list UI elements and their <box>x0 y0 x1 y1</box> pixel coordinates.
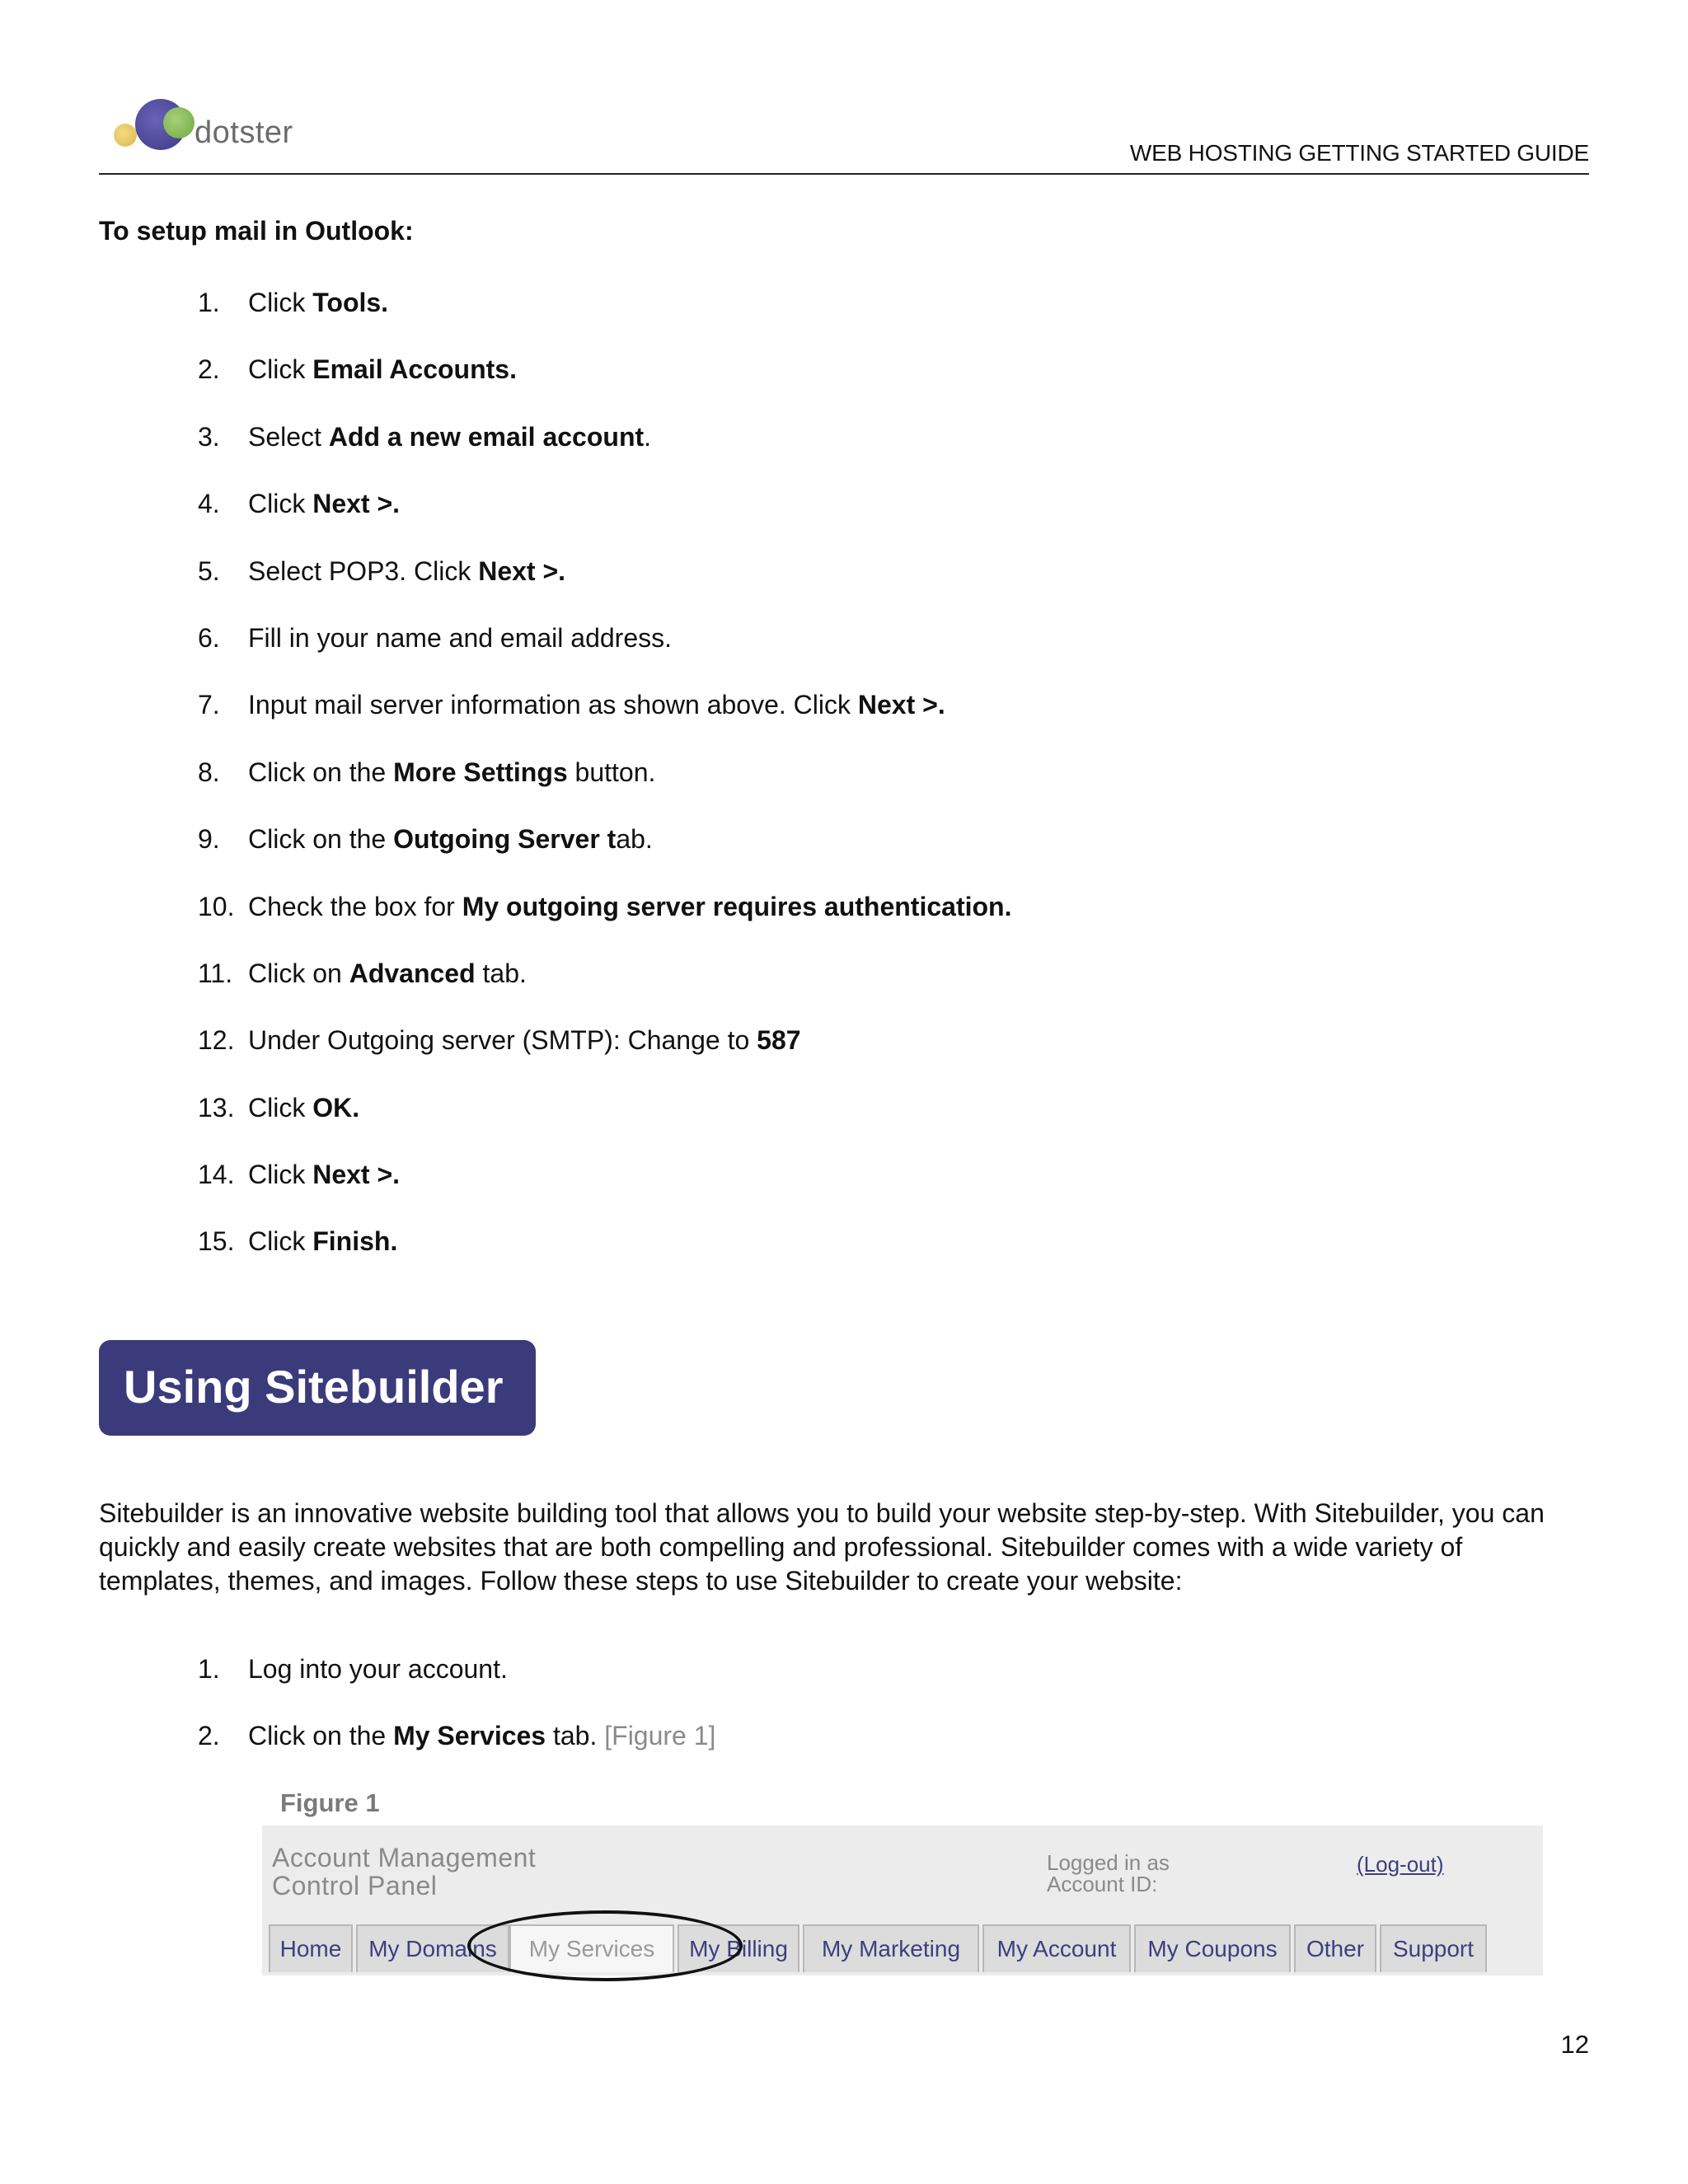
login-status-line1: Logged in as <box>1047 1850 1170 1875</box>
step-text-bold: My Services <box>393 1721 546 1751</box>
tab-my-account[interactable]: My Account <box>982 1924 1131 1972</box>
tab-support[interactable]: Support <box>1380 1924 1487 1972</box>
tab-my-services[interactable]: My Services <box>509 1924 674 1972</box>
logo-yellow-dot <box>114 124 137 147</box>
step-text-plain: Click <box>248 489 313 519</box>
step-text <box>248 1158 400 1191</box>
step-text <box>248 1652 508 1685</box>
tab-my-marketing[interactable]: My Marketing <box>803 1924 979 1972</box>
login-status-line2: Account ID: <box>1047 1872 1158 1896</box>
step-text-bold: 587 <box>757 1025 801 1056</box>
login-status <box>1047 1852 1170 1895</box>
step-text <box>248 1091 359 1124</box>
step-text <box>248 688 945 721</box>
step-number: 1. <box>198 1654 220 1684</box>
step-text-plain-after: ab. <box>616 824 653 855</box>
step-number: 12. <box>198 1025 235 1056</box>
tab-other[interactable]: Other <box>1294 1924 1376 1972</box>
step-text-bold: My outgoing server requires authentication. <box>462 891 1012 921</box>
step-text-bold: Add a new email account <box>328 421 645 452</box>
dotster-logo <box>114 91 312 165</box>
logout-link[interactable]: (Log-out) <box>1357 1852 1444 1877</box>
step-number: 14. <box>198 1160 235 1190</box>
step-text-plain: Log into your account. <box>248 1654 508 1684</box>
step-text-plain: Click on the <box>248 824 394 855</box>
step-text-plain: Fill in your name and email address. <box>248 622 673 653</box>
step-text-bold: Outgoing Server t <box>393 824 617 855</box>
page-header <box>99 91 1589 175</box>
step-text-bold: Next >. <box>312 1160 401 1190</box>
step-number: 4. <box>198 489 220 519</box>
step-text-plain: Click <box>248 1226 313 1257</box>
step-text-plain-after: tab. <box>475 958 527 988</box>
step-text-plain: Input mail server information as shown above. Click <box>248 690 858 720</box>
step-number: 2. <box>198 1721 220 1751</box>
step-text <box>248 353 517 386</box>
page-number: 12 <box>1560 2030 1589 2059</box>
figure-label: Figure 1 <box>280 1788 380 1817</box>
step-text-plain-after: tab. <box>546 1721 605 1751</box>
step-number: 3. <box>198 421 220 452</box>
step-text-bold: Next >. <box>478 555 566 586</box>
step-text-bold: Finish. <box>312 1226 398 1257</box>
figure-screenshot <box>262 1825 1543 1975</box>
step-text-plain: Click <box>248 1092 313 1122</box>
step-number: 15. <box>198 1226 235 1257</box>
step-text-plain: Under Outgoing server (SMTP): Change to <box>248 1025 757 1056</box>
step-number: 7. <box>198 690 220 720</box>
step-number: 9. <box>198 824 220 855</box>
step-number: 8. <box>198 757 220 787</box>
step-text <box>248 286 388 319</box>
step-text <box>248 957 527 990</box>
step-text-plain: Click <box>248 354 313 385</box>
step-text-plain: Select <box>248 421 329 452</box>
sitebuilder-intro: Sitebuilder is an innovative website building tool that allows you to build your website step-by-step. With Sitebuilder, you can quickly and easily create websites that are both compelling and professional. Sitebuilder comes with a wide variety of templates, themes, and images. Follow these steps to use Sitebuilder to create your website: <box>99 1498 1545 1596</box>
step-text-plain: Click on the <box>248 1721 394 1751</box>
step-number: 6. <box>198 622 220 653</box>
logo-wordmark: dotster <box>195 115 293 150</box>
control-panel-title <box>272 1844 536 1900</box>
step-text <box>248 555 565 588</box>
control-panel-title-line1: Account Management <box>272 1843 537 1872</box>
step-text-bold: Advanced <box>349 958 476 988</box>
step-text <box>248 1024 801 1057</box>
tab-my-billing[interactable]: My Billing <box>678 1924 799 1972</box>
step-number: 1. <box>198 288 220 317</box>
step-text-plain-after: button. <box>567 757 656 787</box>
step-text-plain: Click <box>248 1160 313 1190</box>
step-number: 13. <box>198 1092 235 1122</box>
step-text <box>248 823 653 855</box>
step-number: 2. <box>198 354 220 385</box>
step-text-bold: OK. <box>312 1092 360 1122</box>
step-text <box>248 420 651 453</box>
control-panel-title-line2: Control Panel <box>272 1871 438 1900</box>
tab-home[interactable]: Home <box>269 1924 353 1972</box>
step-text <box>248 890 1011 923</box>
logo-green-dot <box>163 107 195 138</box>
step-text-bold: Next >. <box>857 690 945 720</box>
step-text-bold: Email Accounts. <box>312 354 517 385</box>
step-text-bold: More Settings <box>393 757 568 787</box>
step-text-plain: Check the box for <box>248 891 462 921</box>
outlook-setup-heading: To setup mail in Outlook: <box>99 216 414 246</box>
step-text-bold: Next >. <box>312 489 401 519</box>
step-text-bold: Tools. <box>312 288 389 317</box>
step-text-plain: Click on the <box>248 757 394 787</box>
step-text <box>248 487 400 520</box>
step-text <box>248 1225 397 1258</box>
section-heading: Using Sitebuilder <box>124 1361 504 1413</box>
step-number: 5. <box>198 555 220 586</box>
step-text <box>248 1719 715 1752</box>
guide-title: WEB HOSTING GETTING STARTED GUIDE <box>1129 140 1589 166</box>
step-number: 11. <box>198 958 233 988</box>
step-text <box>248 756 655 789</box>
tab-my-domains[interactable]: My Domains <box>356 1924 509 1972</box>
step-text-plain: Click on <box>248 958 349 988</box>
step-number: 10. <box>198 891 235 921</box>
highlight-oval <box>467 1910 743 1981</box>
tab-my-coupons[interactable]: My Coupons <box>1134 1924 1291 1972</box>
step-text <box>248 621 672 654</box>
section-heading-box <box>99 1340 536 1436</box>
step-text-plain-after: . <box>644 421 652 452</box>
step-text-plain: Click <box>248 288 313 317</box>
step-text-plain: Select POP3. Click <box>248 555 479 586</box>
figure-reference: [Figure 1] <box>604 1721 716 1751</box>
